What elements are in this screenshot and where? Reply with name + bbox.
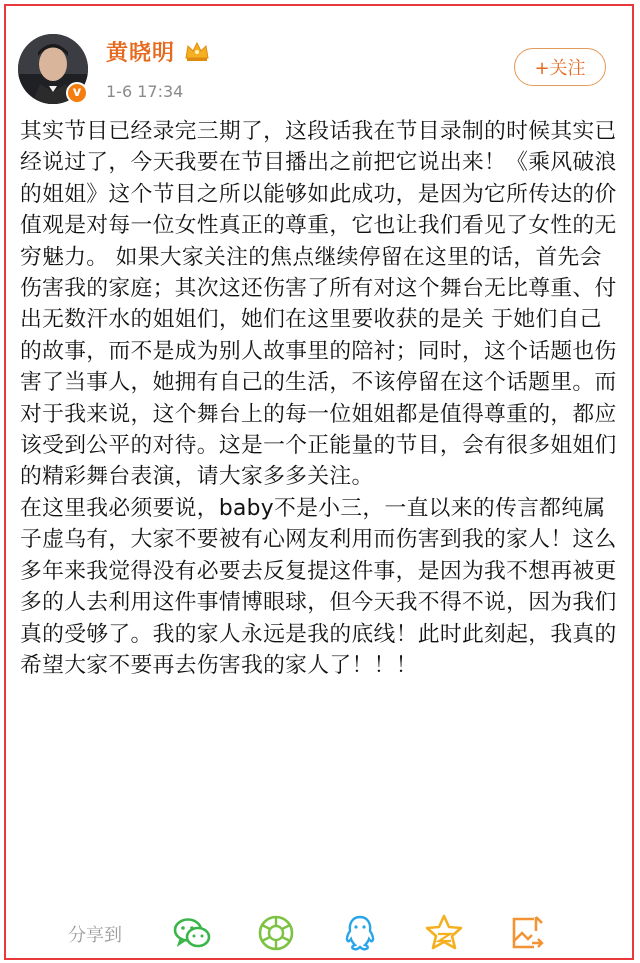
author-name[interactable]: 黄晓明	[106, 41, 176, 66]
qq-icon[interactable]	[340, 913, 380, 953]
share-label: 分享到	[68, 925, 122, 946]
verified-badge-icon: v	[66, 82, 88, 104]
crown-icon	[184, 40, 210, 62]
post-header	[18, 34, 618, 104]
moments-icon[interactable]	[256, 913, 296, 953]
qzone-icon[interactable]	[424, 913, 464, 953]
save-image-icon[interactable]	[508, 913, 548, 953]
post-body	[20, 116, 620, 681]
wechat-icon[interactable]	[172, 913, 212, 953]
post-timestamp: 1-6 17:34	[106, 82, 184, 101]
post-paragraph: 在这里我必须要说，baby不是小三，一直以来的传言都纯属子虚乌有，大家不要被有心网友利用而伤害到我的家人！这么多年来我觉得没有必要去反复提这件事，是因为我不想再被更多的人去利用这件事情博眼球，但今天我不得不说，因为我们真的受够了。我的家人永远是我的底线！此时此刻起，我真的希望大家不要再去伤害我的家人了！！！	[20, 495, 617, 678]
follow-button[interactable]: +关注	[514, 48, 606, 86]
post-paragraph: 其实节目已经录完三期了，这段话我在节目录制的时候其实已经说过了，今天我要在节目播出之前把它说出来！《乘风破浪的姐姐》这个节目之所以能够如此成功，是因为它所传达的价值观是对每一位女性真正的尊重，它也让我们看见了女性的无穷魅力。 如果大家关注的焦点继续停留在这里的话，首先会伤害我的家庭；其次这还伤害了所有对这个舞台无比尊重、付出无数汗水的姐姐们，她们在这里要收获的是关 于她们自己的故事，而不是成为别人故事里的陪衬；同时，这个话题也伤害了当事人，她拥有自己的生活，不该停留在这个话题里。而对于我来说，这个舞台上的每一位姐姐都是值得尊重的，都应该受到公平的对待。这是一个正能量的节目，会有很多姐姐们的精彩舞台表演，请大家多多关注。	[20, 119, 617, 490]
share-bar	[0, 905, 640, 960]
